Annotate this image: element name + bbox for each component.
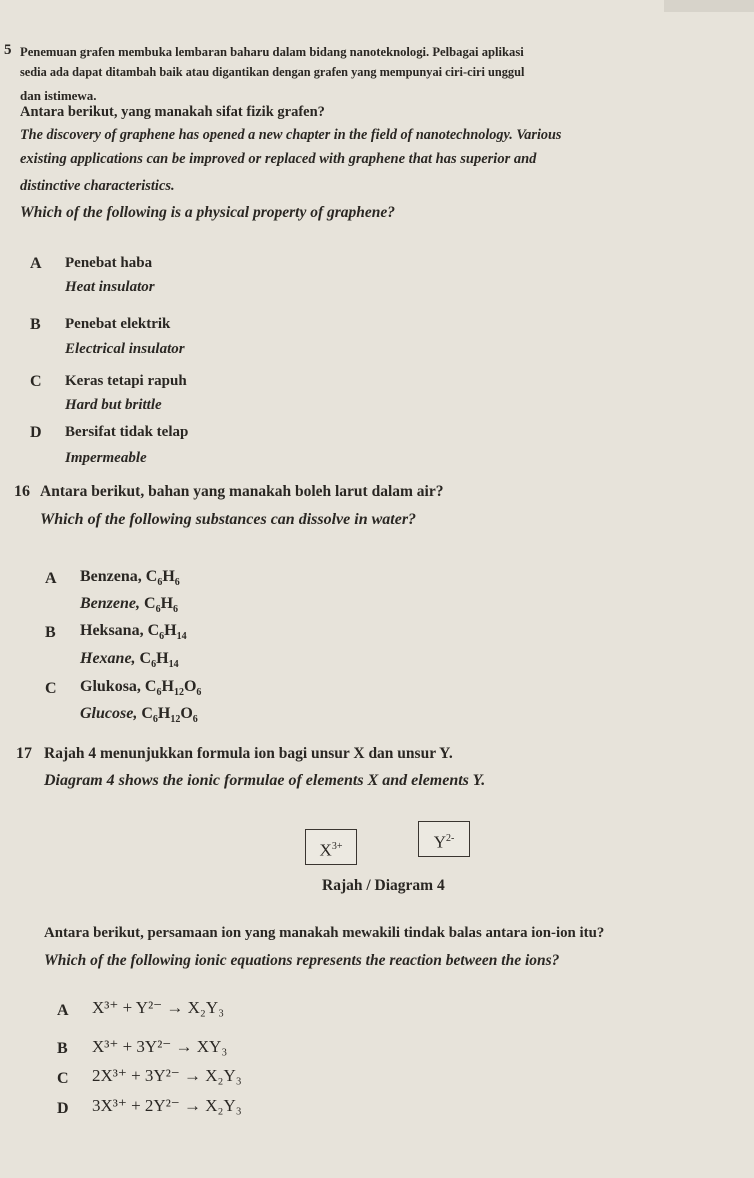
q16-option-c-letter[interactable]: C bbox=[45, 680, 57, 697]
q15-option-c-letter[interactable]: C bbox=[30, 373, 42, 390]
ion-x-symbol: X bbox=[319, 840, 332, 860]
ion-x-charge: 3+ bbox=[331, 841, 343, 852]
q16-option-c-formula: $C_6H_{12}O_6$ bbox=[144, 678, 202, 699]
q16-number: 16 bbox=[14, 483, 30, 500]
q17-option-b-letter[interactable]: B bbox=[57, 1040, 68, 1057]
q16-question-en: Which of the following substances can dissolve in water? bbox=[40, 511, 417, 528]
q15-intro-en-line3: distinctive characteristics. bbox=[20, 178, 175, 194]
q15-question-en: Which of the following is a physical property of graphene? bbox=[20, 204, 396, 221]
q16-option-c-ms-label: Glukosa, bbox=[80, 678, 145, 695]
q15-option-d-letter[interactable]: D bbox=[30, 424, 42, 441]
q15-intro-ms-line3: dan istimewa. bbox=[20, 88, 97, 103]
q15-intro-ms-line1: Penemuan grafen membuka lembaran baharu dalam bidang nanoteknologi. Pelbagai aplikasi bbox=[20, 44, 524, 59]
q16-option-b-en-formula: $C_6H_{14}$ bbox=[139, 650, 179, 671]
q17-number: 17 bbox=[16, 745, 32, 762]
q16-option-a-en-formula: $C_6H_6$ bbox=[144, 595, 179, 616]
q16-option-a-ms-label: Benzena, bbox=[80, 568, 146, 585]
q15-option-b-en[interactable]: Electrical insulator bbox=[65, 341, 185, 357]
q17-option-d-letter[interactable]: D bbox=[57, 1100, 69, 1117]
q16-option-a-letter[interactable]: A bbox=[45, 570, 57, 587]
q16-option-c-en[interactable] bbox=[80, 705, 198, 725]
q15-option-a-ms[interactable]: Penebat haba bbox=[65, 255, 153, 271]
q17-option-c-letter[interactable]: C bbox=[57, 1070, 69, 1087]
q16-option-b-formula: $C_6H_{14}$ bbox=[147, 622, 187, 643]
q15-question-ms: Antara berikut, yang manakah sifat fizik grafen? bbox=[20, 104, 325, 120]
q15-number: 5 bbox=[4, 42, 12, 58]
q16-option-c-ms[interactable] bbox=[80, 678, 201, 698]
ion-y-symbol: Y bbox=[433, 832, 446, 852]
q17-option-a-letter[interactable]: A bbox=[57, 1002, 69, 1019]
ion-y-charge: 2- bbox=[445, 833, 455, 844]
q16-option-a-formula: $C_6H_6$ bbox=[145, 568, 180, 589]
q16-option-c-en-label: Glucose, bbox=[80, 705, 142, 722]
q16-option-b-letter[interactable]: B bbox=[45, 624, 56, 641]
q15-option-a-en[interactable]: Heat insulator bbox=[65, 279, 155, 295]
q17-question-en: Diagram 4 shows the ionic formulae of elements X and elements Y. bbox=[44, 772, 486, 789]
q15-option-c-en[interactable]: Hard but brittle bbox=[65, 397, 162, 413]
q16-option-a-ms[interactable] bbox=[80, 568, 180, 588]
q17-option-d-equation[interactable]: 3X³⁺ + 2Y²⁻ → X₂Y₃ bbox=[92, 1096, 242, 1115]
q16-option-a-en[interactable] bbox=[80, 595, 178, 615]
q15-option-c-ms[interactable]: Keras tetapi rapuh bbox=[65, 373, 187, 389]
q15-option-b-letter[interactable]: B bbox=[30, 316, 41, 333]
page-corner-shadow bbox=[664, 0, 754, 12]
q15-intro-en-line2: existing applications can be improved or replaced with graphene that has superior and bbox=[20, 151, 537, 167]
q17-question2-en: Which of the following ionic equations represents the reaction between the ions? bbox=[44, 952, 560, 969]
q16-option-b-en[interactable] bbox=[80, 650, 179, 670]
ion-y-box bbox=[418, 821, 470, 857]
q16-question-ms: Antara berikut, bahan yang manakah boleh larut dalam air? bbox=[40, 483, 444, 500]
q15-option-a-letter[interactable]: A bbox=[30, 255, 42, 272]
q16-option-c-en-formula: $C_6H_{12}O_6$ bbox=[141, 705, 198, 726]
q17-question2-ms: Antara berikut, persamaan ion yang manakah mewakili tindak balas antara ion-ion itu? bbox=[44, 925, 605, 941]
q17-option-a-equation[interactable]: X³⁺ + Y²⁻ → X₂Y₃ bbox=[92, 998, 225, 1017]
q17-question-ms: Rajah 4 menunjukkan formula ion bagi unsur X dan unsur Y. bbox=[44, 745, 453, 762]
q16-option-b-ms[interactable] bbox=[80, 622, 187, 642]
ion-x-box bbox=[305, 829, 357, 865]
q17-option-b-equation[interactable]: X³⁺ + 3Y²⁻ → XY₃ bbox=[92, 1037, 228, 1056]
q15-option-d-ms[interactable]: Bersifat tidak telap bbox=[65, 424, 189, 440]
diagram-caption-text: Rajah / Diagram 4 bbox=[322, 877, 445, 894]
q16-option-b-en-label: Hexane, bbox=[80, 650, 140, 667]
q16-option-a-en-label: Benzene, bbox=[80, 595, 144, 612]
q16-option-b-ms-label: Heksana, bbox=[80, 622, 148, 639]
q17-option-c-equation[interactable]: 2X³⁺ + 3Y²⁻ → X₂Y₃ bbox=[92, 1066, 242, 1085]
q15-intro-en-line1: The discovery of graphene has opened a new chapter in the field of nanotechnology. Various bbox=[20, 127, 562, 143]
q15-option-d-en[interactable]: Impermeable bbox=[65, 450, 147, 466]
diagram-caption bbox=[322, 877, 445, 895]
q15-intro-ms-line2: sedia ada dapat ditambah baik atau digantikan dengan grafen yang mempunyai ciri-ciri unggul bbox=[20, 64, 525, 79]
q15-option-b-ms[interactable]: Penebat elektrik bbox=[65, 316, 171, 332]
